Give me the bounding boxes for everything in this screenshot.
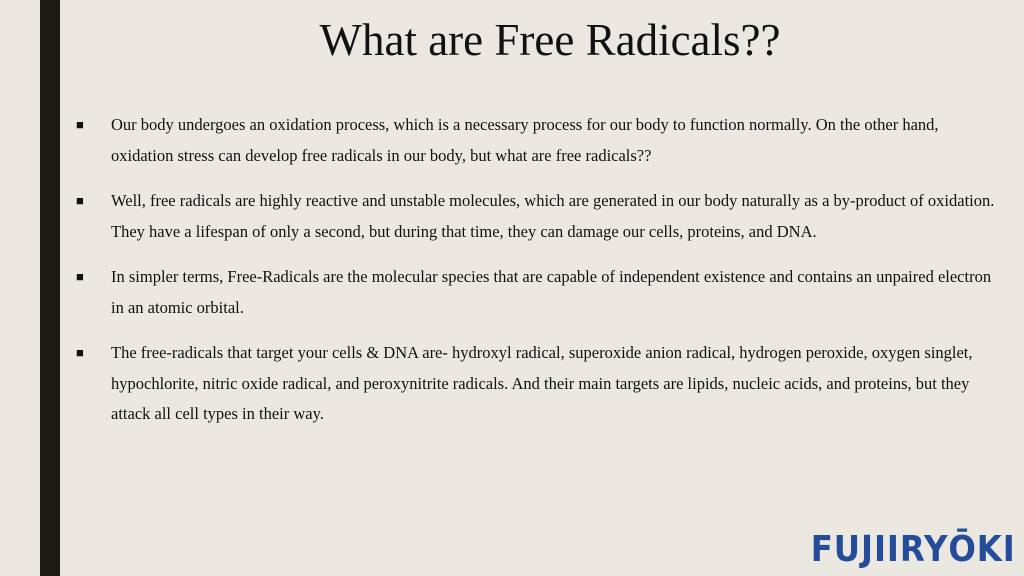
- bullet-item: [74, 338, 1004, 430]
- left-accent-bar: [40, 0, 60, 576]
- bullet-item: [74, 110, 1004, 171]
- bullet-text: Well, free radicals are highly reactive and unstable molecules, which are generated in our body naturally as a by-product of oxidation. They have a lifespan of only a second, but during that time, they can damage our cells, proteins, and DNA.: [111, 191, 995, 241]
- bullet-text: In simpler terms, Free-Radicals are the molecular species that are capable of independent existence and contains an unpaired electron in an atomic orbital.: [111, 267, 992, 317]
- bullet-item: [74, 262, 1004, 323]
- slide-title: What are Free Radicals??: [319, 15, 781, 65]
- bullet-text: Our body undergoes an oxidation process, which is a necessary process for our body to function normally. On the other hand, oxidation stress can develop free radicals in our body, but what are free radicals??: [111, 115, 939, 165]
- bullet-square-icon: ■: [76, 269, 84, 284]
- bullet-text: The free-radicals that target your cells & DNA are- hydroxyl radical, superoxide anion radical, hydrogen peroxide, oxygen singlet, hypochlorite, nitric oxide radical, and peroxynitrite radicals. And their main targets are lipids, nucleic acids, and proteins, but they attack all cell types in their way.: [111, 343, 973, 423]
- bullet-square-icon: ■: [76, 117, 84, 132]
- bullet-list: [74, 110, 1004, 445]
- brand-logo: FUJIIRYŌKI: [811, 529, 1016, 570]
- bullet-square-icon: ■: [76, 193, 84, 208]
- bullet-item: [74, 186, 1004, 247]
- bullet-square-icon: ■: [76, 345, 84, 360]
